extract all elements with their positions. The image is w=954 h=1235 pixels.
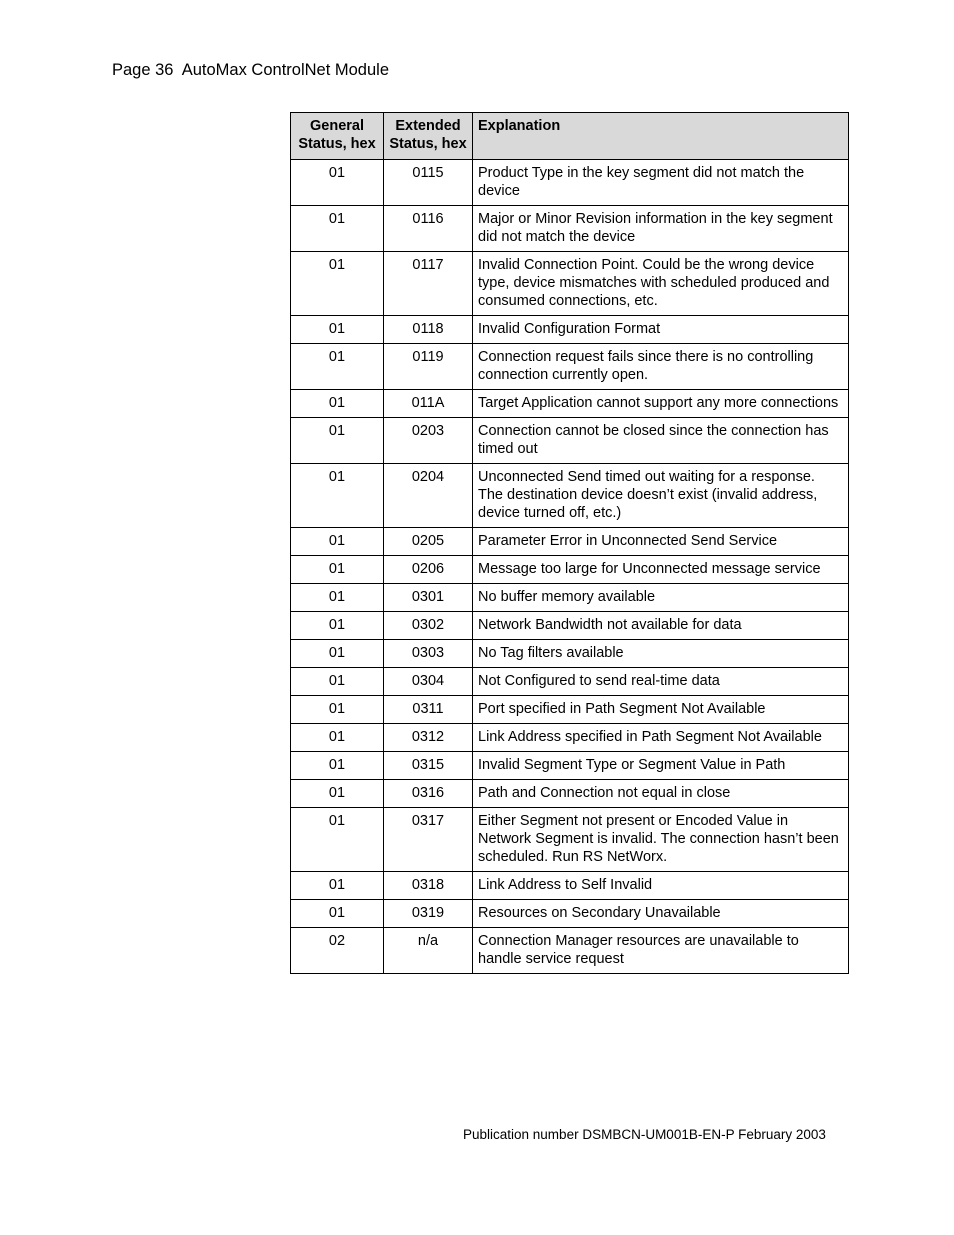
table-row bbox=[291, 612, 849, 640]
general-status-cell: 01 bbox=[291, 344, 384, 390]
explanation-cell: Port specified in Path Segment Not Available bbox=[473, 696, 849, 724]
explanation-cell: Target Application cannot support any more connections bbox=[473, 390, 849, 418]
table-row bbox=[291, 316, 849, 344]
general-status-cell: 01 bbox=[291, 724, 384, 752]
extended-status-cell: 0316 bbox=[384, 780, 473, 808]
explanation-cell: Invalid Segment Type or Segment Value in Path bbox=[473, 752, 849, 780]
column-header-explanation: Explanation bbox=[473, 113, 849, 160]
general-status-cell: 02 bbox=[291, 928, 384, 974]
table-row bbox=[291, 528, 849, 556]
explanation-cell: Invalid Connection Point. Could be the wrong device type, device mismatches with scheduled produced and consumed connections, etc. bbox=[473, 252, 849, 316]
table-body bbox=[291, 160, 849, 974]
explanation-cell: Network Bandwidth not available for data bbox=[473, 612, 849, 640]
explanation-cell: No Tag filters available bbox=[473, 640, 849, 668]
table-row bbox=[291, 584, 849, 612]
table-row bbox=[291, 668, 849, 696]
extended-status-cell: 0303 bbox=[384, 640, 473, 668]
table-row bbox=[291, 160, 849, 206]
page-header: Page 36 AutoMax ControlNet Module bbox=[112, 61, 389, 79]
general-status-cell: 01 bbox=[291, 316, 384, 344]
status-code-table bbox=[290, 112, 849, 974]
table-row bbox=[291, 390, 849, 418]
explanation-cell: Connection cannot be closed since the connection has timed out bbox=[473, 418, 849, 464]
table-row bbox=[291, 696, 849, 724]
table-row bbox=[291, 780, 849, 808]
extended-status-cell: 0315 bbox=[384, 752, 473, 780]
table-row bbox=[291, 928, 849, 974]
general-status-cell: 01 bbox=[291, 528, 384, 556]
table-row bbox=[291, 872, 849, 900]
table-row bbox=[291, 464, 849, 528]
general-status-cell: 01 bbox=[291, 584, 384, 612]
explanation-cell: Connection Manager resources are unavailable to handle service request bbox=[473, 928, 849, 974]
extended-status-cell: 0304 bbox=[384, 668, 473, 696]
column-header-general-status: General Status, hex bbox=[291, 113, 384, 160]
extended-status-cell: 0115 bbox=[384, 160, 473, 206]
general-status-cell: 01 bbox=[291, 390, 384, 418]
explanation-cell: Link Address specified in Path Segment Not Available bbox=[473, 724, 849, 752]
general-status-cell: 01 bbox=[291, 612, 384, 640]
publication-footer: Publication number DSMBCN-UM001B-EN-P February 2003 bbox=[463, 1127, 826, 1142]
table-row bbox=[291, 752, 849, 780]
explanation-cell: Path and Connection not equal in close bbox=[473, 780, 849, 808]
general-status-cell: 01 bbox=[291, 696, 384, 724]
column-header-extended-status: Extended Status, hex bbox=[384, 113, 473, 160]
table-row bbox=[291, 418, 849, 464]
explanation-cell: Parameter Error in Unconnected Send Service bbox=[473, 528, 849, 556]
explanation-cell: Product Type in the key segment did not match the device bbox=[473, 160, 849, 206]
extended-status-cell: 0318 bbox=[384, 872, 473, 900]
extended-status-cell: 0116 bbox=[384, 206, 473, 252]
extended-status-cell: 0119 bbox=[384, 344, 473, 390]
general-status-cell: 01 bbox=[291, 556, 384, 584]
explanation-cell: Invalid Configuration Format bbox=[473, 316, 849, 344]
general-status-cell: 01 bbox=[291, 252, 384, 316]
general-status-cell: 01 bbox=[291, 900, 384, 928]
table-row bbox=[291, 252, 849, 316]
general-status-cell: 01 bbox=[291, 780, 384, 808]
table-row bbox=[291, 344, 849, 390]
extended-status-cell: 0319 bbox=[384, 900, 473, 928]
extended-status-cell: 0117 bbox=[384, 252, 473, 316]
explanation-cell: Link Address to Self Invalid bbox=[473, 872, 849, 900]
extended-status-cell: 0311 bbox=[384, 696, 473, 724]
general-status-cell: 01 bbox=[291, 752, 384, 780]
table-row bbox=[291, 206, 849, 252]
extended-status-cell: 0317 bbox=[384, 808, 473, 872]
general-status-cell: 01 bbox=[291, 418, 384, 464]
explanation-cell: Not Configured to send real-time data bbox=[473, 668, 849, 696]
explanation-cell: Either Segment not present or Encoded Value in Network Segment is invalid. The connection hasn’t been scheduled. Run RS NetWorx. bbox=[473, 808, 849, 872]
explanation-cell: Resources on Secondary Unavailable bbox=[473, 900, 849, 928]
general-status-cell: 01 bbox=[291, 160, 384, 206]
extended-status-cell: 0312 bbox=[384, 724, 473, 752]
general-status-cell: 01 bbox=[291, 640, 384, 668]
table-row bbox=[291, 556, 849, 584]
table-header-row bbox=[291, 113, 849, 160]
extended-status-cell: 0204 bbox=[384, 464, 473, 528]
explanation-cell: Connection request fails since there is no controlling connection currently open. bbox=[473, 344, 849, 390]
general-status-cell: 01 bbox=[291, 808, 384, 872]
general-status-cell: 01 bbox=[291, 206, 384, 252]
extended-status-cell: 0205 bbox=[384, 528, 473, 556]
explanation-cell: Unconnected Send timed out waiting for a response. The destination device doesn’t exist (invalid address, device turned off, etc.) bbox=[473, 464, 849, 528]
table-row bbox=[291, 808, 849, 872]
table-row bbox=[291, 640, 849, 668]
explanation-cell: Message too large for Unconnected message service bbox=[473, 556, 849, 584]
general-status-cell: 01 bbox=[291, 668, 384, 696]
extended-status-cell: 0206 bbox=[384, 556, 473, 584]
general-status-cell: 01 bbox=[291, 872, 384, 900]
explanation-cell: No buffer memory available bbox=[473, 584, 849, 612]
table-row bbox=[291, 900, 849, 928]
table-row bbox=[291, 724, 849, 752]
extended-status-cell: n/a bbox=[384, 928, 473, 974]
general-status-cell: 01 bbox=[291, 464, 384, 528]
extended-status-cell: 011A bbox=[384, 390, 473, 418]
extended-status-cell: 0302 bbox=[384, 612, 473, 640]
extended-status-cell: 0203 bbox=[384, 418, 473, 464]
extended-status-cell: 0118 bbox=[384, 316, 473, 344]
extended-status-cell: 0301 bbox=[384, 584, 473, 612]
explanation-cell: Major or Minor Revision information in the key segment did not match the device bbox=[473, 206, 849, 252]
